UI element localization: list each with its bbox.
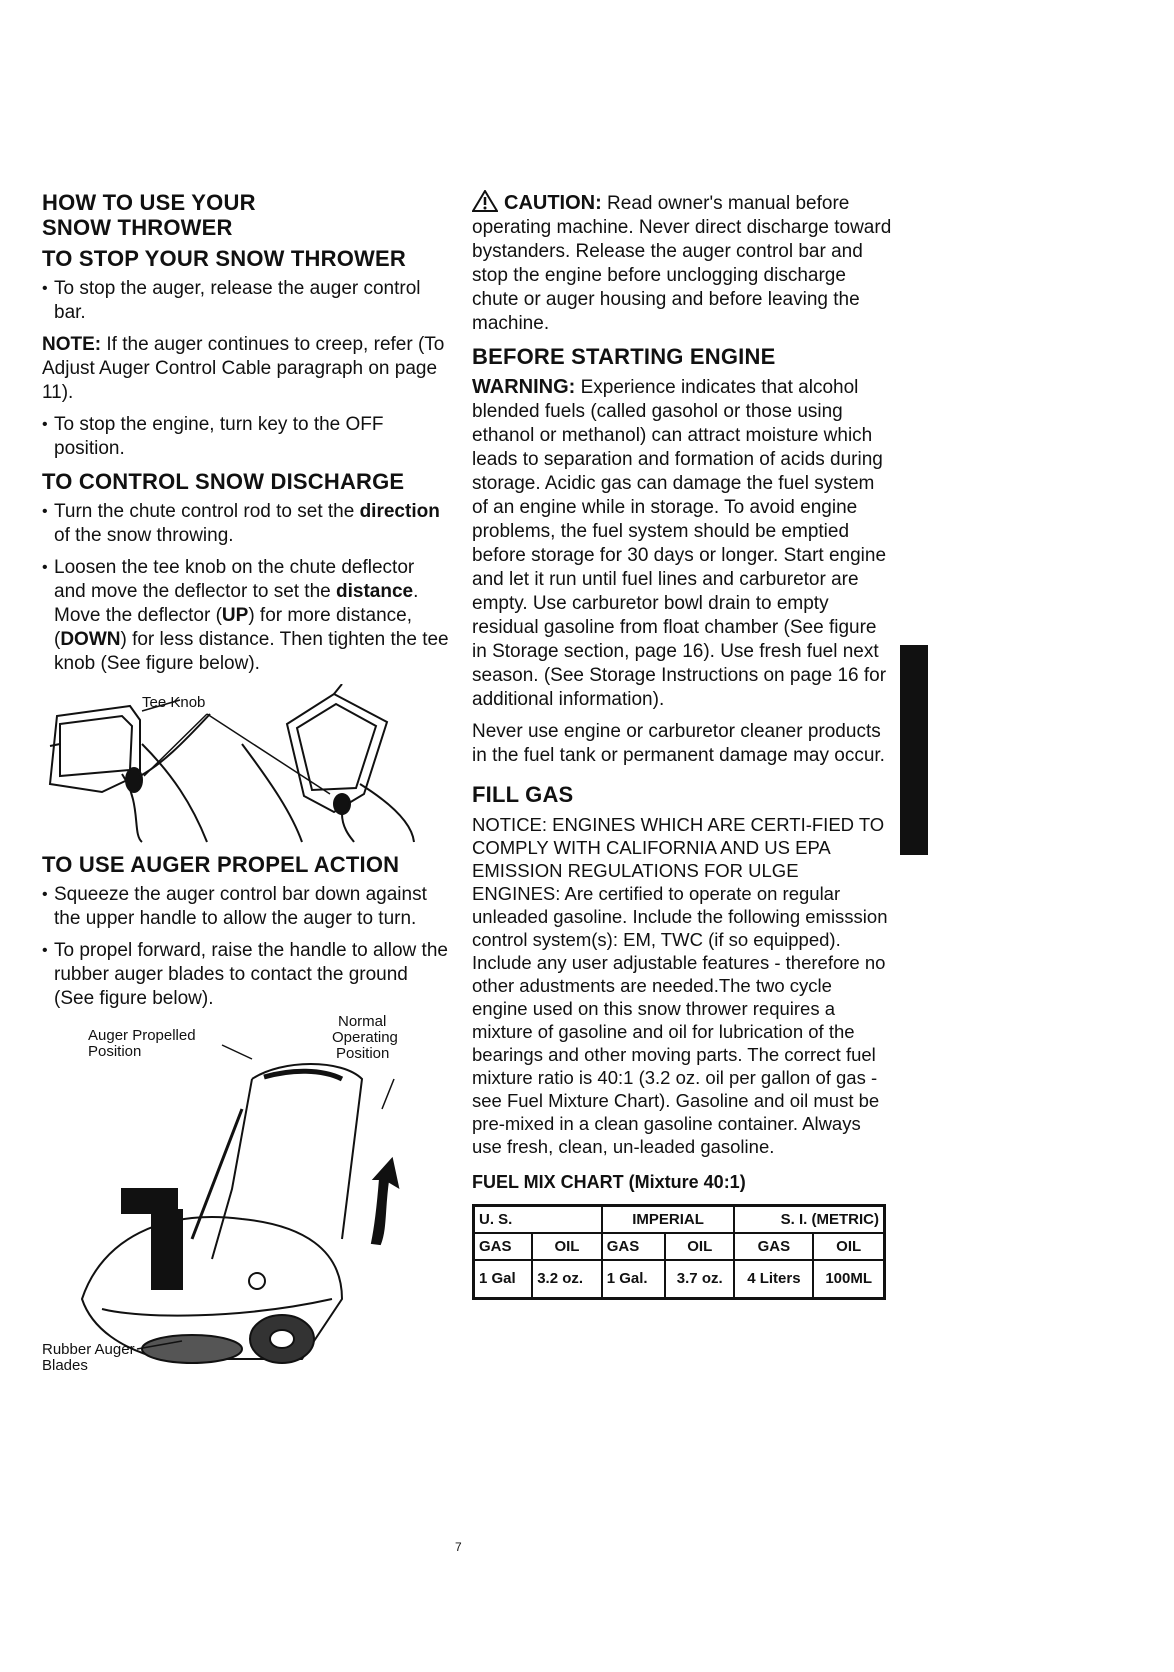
- text: Loosen the tee knob on the chute deflector and move the deflector to set the: [54, 557, 415, 602]
- position-label-right: Position: [336, 1045, 390, 1062]
- section-heading-before-starting: BEFORE STARTING ENGINE: [472, 344, 776, 369]
- table-cell: OIL: [665, 1233, 735, 1260]
- table-cell: 4 Liters: [734, 1260, 813, 1298]
- heading-line-1: HOW TO USE YOUR: [42, 190, 256, 215]
- table-cell: 1 Gal.: [602, 1260, 665, 1298]
- list-item: • Squeeze the auger control bar down against the upper handle to allow the auger to turn.: [42, 883, 450, 931]
- warning-label: WARNING:: [472, 376, 576, 398]
- chute-deflector-illustration: [42, 684, 450, 844]
- section-heading-auger-propel: TO USE AUGER PROPEL ACTION: [42, 852, 400, 877]
- note-label: NOTE:: [42, 334, 102, 355]
- table-cell: 3.7 oz.: [665, 1260, 735, 1298]
- text: ) for more distance, (: [54, 605, 412, 650]
- discharge-list: [42, 500, 450, 676]
- list-item: • To propel forward, raise the handle to allow the rubber auger blades to contact the ground (See figure below).: [42, 939, 450, 1011]
- warning-triangle-icon: [472, 190, 498, 212]
- tee-knob-label: Tee Knob: [142, 694, 206, 711]
- auger-propel-list: [42, 883, 450, 1011]
- list-item: [42, 556, 450, 676]
- table-cell: OIL: [813, 1233, 884, 1260]
- table-row: [474, 1260, 885, 1298]
- operating-label: Operating: [332, 1029, 398, 1046]
- rubber-auger-label: Rubber Auger: [42, 1341, 135, 1358]
- warning-paragraph: [472, 375, 892, 712]
- snow-thrower-figure: [42, 1013, 450, 1379]
- section-heading-how-to-use: [42, 190, 450, 240]
- caution-text: Read owner's manual before operating machine. Never direct discharge toward bystanders. Release the auger control bar and stop the engine before unclogging discharge chute or auger housing and before leaving the machine.: [472, 193, 892, 334]
- caution-paragraph: [472, 190, 892, 336]
- table-cell: 100ML: [813, 1260, 884, 1298]
- table-subheader-row: [474, 1233, 885, 1260]
- table-header-imperial: IMPERIAL: [602, 1206, 735, 1234]
- table-header-us: U. S.: [474, 1206, 602, 1234]
- page-number: 7: [455, 1540, 462, 1554]
- list-item: [42, 500, 450, 548]
- stop-engine-list: [42, 413, 450, 461]
- auger-propelled-label: Auger Propelled: [88, 1027, 196, 1044]
- note-paragraph: [42, 333, 450, 405]
- blades-label: Blades: [42, 1357, 88, 1374]
- bold-text: direction: [359, 501, 440, 522]
- table-header-metric: S. I. (METRIC): [734, 1206, 884, 1234]
- table-cell: 1 Gal: [474, 1260, 533, 1298]
- warning-text: Experience indicates that alcohol blended fuels (called gasohol or those using ethanol or methanol) can attract moisture which leads to separation and formation of acids during storage. Acidic gas can damage the fuel system of an engine while in storage. To avoid engine problems, the fuel system should be emptied before storage for 30 days or longer. Start engine and let it run until fuel lines and carburetor are empty. Use carburetor bowl drain to empty residual gasoline from float chamber (See figure in Storage section, page 16). Use fresh fuel next season. (See Storage Instructions on page 16 for additional information).: [472, 377, 887, 710]
- note-text: If the auger continues to creep, refer (To Adjust Auger Control Cable paragraph on page 11).: [42, 334, 445, 403]
- table-cell: OIL: [532, 1233, 602, 1260]
- bold-text: distance: [336, 581, 414, 602]
- table-cell: GAS: [474, 1233, 533, 1260]
- chute-deflector-figure: [42, 684, 450, 844]
- fill-gas-paragraph: NOTICE: ENGINES WHICH ARE CERTI-FIED TO COMPLY WITH CALIFORNIA AND US EPA EMISSION REGULATIONS FOR ULGE ENGINES: Are certified to operate on regular unleaded gasoline. Include the following emisssion control system(s): EM, TWC (if so equipped). Include any user adjustable features - therefore no other adustments are needed.The two cycle engine used on this snow thrower requires a mixture of gasoline and oil for lubrication of the bearings and other moving parts. The correct fuel mixture ratio is 40:1 (3.2 oz. oil per gallon of gas - see Fuel Mixture Chart). Gasoline and oil must be pre-mixed in a clean gasoline container. Always use fresh, clean, un-leaded gasoline.: [472, 814, 888, 1157]
- fuel-mix-table: [472, 1204, 886, 1300]
- text: Turn the chute control rod to set the: [54, 501, 360, 522]
- table-cell: 3.2 oz.: [532, 1260, 602, 1298]
- cleaner-paragraph: Never use engine or carburetor cleaner products in the fuel tank or permanent damage may occur.: [472, 721, 885, 766]
- snow-thrower-illustration: [42, 1019, 450, 1379]
- text: of the snow throwing.: [54, 525, 234, 546]
- stop-list: [42, 277, 450, 325]
- bold-text: DOWN: [60, 629, 121, 650]
- right-column: [472, 190, 892, 1300]
- heading-line-2: SNOW THROWER: [42, 215, 233, 240]
- caution-label: CAUTION:: [504, 192, 602, 214]
- bold-text: UP: [221, 605, 249, 626]
- text: ) for less distance. Then tighten the tee knob (See figure below).: [54, 629, 449, 674]
- section-heading-fill-gas: FILL GAS: [472, 782, 574, 807]
- normal-label: Normal: [338, 1013, 387, 1030]
- fuel-chart-title: FUEL MIX CHART (Mixture 40:1): [472, 1172, 746, 1192]
- position-label-left: Position: [88, 1043, 142, 1060]
- text: . Move the deflector (: [54, 581, 419, 626]
- section-heading-discharge: TO CONTROL SNOW DISCHARGE: [42, 469, 405, 494]
- left-column: [42, 190, 450, 1387]
- list-item: • To stop the auger, release the auger control bar.: [42, 277, 450, 325]
- section-heading-stop: TO STOP YOUR SNOW THROWER: [42, 246, 406, 271]
- table-cell: GAS: [602, 1233, 665, 1260]
- list-item: • To stop the engine, turn key to the OFF position.: [42, 413, 450, 461]
- table-cell: GAS: [734, 1233, 813, 1260]
- section-tab-marker: [900, 645, 928, 855]
- table-header-row: [474, 1206, 885, 1234]
